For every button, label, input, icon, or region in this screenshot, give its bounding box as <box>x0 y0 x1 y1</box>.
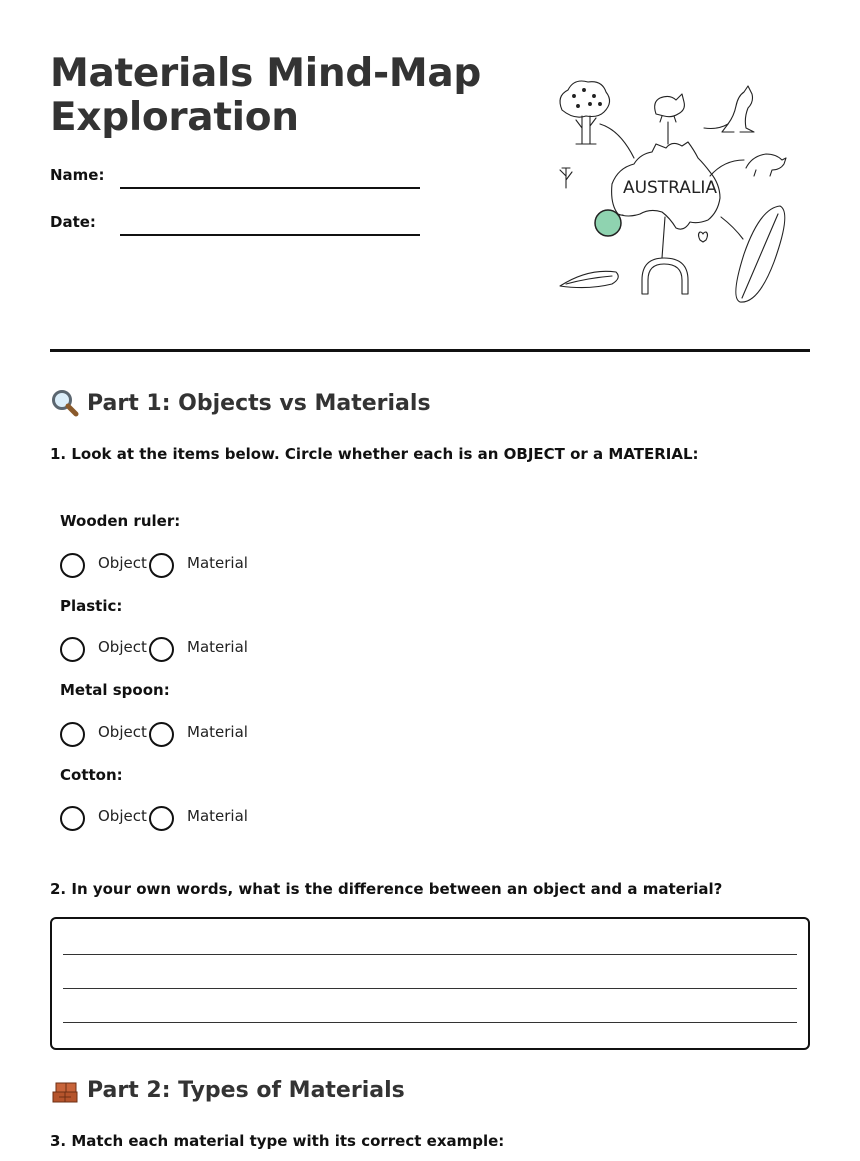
date-label: Date: <box>50 213 96 231</box>
kangaroo-icon <box>655 94 685 122</box>
item-label-plastic: Plastic: <box>60 597 123 615</box>
kangaroo-icon <box>704 86 754 132</box>
connector-line <box>710 160 744 176</box>
item-label-wooden-ruler: Wooden ruler: <box>60 512 181 530</box>
wombat-icon <box>746 154 786 176</box>
name-field[interactable] <box>120 187 420 189</box>
tree-icon <box>560 81 610 144</box>
horseshoe-icon <box>642 258 688 294</box>
accent-dot <box>595 210 621 236</box>
material-radio[interactable] <box>149 553 174 578</box>
answer-line <box>63 954 797 955</box>
heart-icon <box>699 232 708 242</box>
object-radio[interactable] <box>60 806 85 831</box>
part2-heading <box>50 1075 405 1105</box>
item-label-cotton: Cotton: <box>60 766 123 784</box>
title-line-1: Materials Mind-Map <box>50 51 481 96</box>
connector-line <box>662 217 665 258</box>
question-1: 1. Look at the items below. Circle whether each is an OBJECT or a MATERIAL: <box>50 445 699 463</box>
date-field[interactable] <box>120 234 420 236</box>
part1-heading <box>50 388 431 418</box>
item-label-metal-spoon: Metal spoon: <box>60 681 170 699</box>
material-radio[interactable] <box>149 637 174 662</box>
connector-line <box>721 217 743 239</box>
name-label: Name: <box>50 166 105 184</box>
section-divider <box>50 349 810 352</box>
plant-icon <box>560 168 572 188</box>
page-title <box>50 52 490 140</box>
object-option-label: Object <box>98 554 147 572</box>
material-option-label: Material <box>187 807 248 825</box>
material-option-label: Material <box>187 638 248 656</box>
question-2: 2. In your own words, what is the difference between an object and a material? <box>50 880 723 898</box>
bricks-icon <box>50 1075 80 1105</box>
title-line-2: Exploration <box>50 95 299 140</box>
material-option-label: Material <box>187 554 248 572</box>
object-radio[interactable] <box>60 553 85 578</box>
australia-mindmap-illustration <box>548 72 798 312</box>
part1-heading-text: Part 1: Objects vs Materials <box>87 390 431 416</box>
material-option-label: Material <box>187 723 248 741</box>
object-radio[interactable] <box>60 637 85 662</box>
object-option-label: Object <box>98 638 147 656</box>
object-option-label: Object <box>98 807 147 825</box>
answer-box[interactable] <box>50 917 810 1050</box>
object-radio[interactable] <box>60 722 85 747</box>
answer-line <box>63 988 797 989</box>
object-option-label: Object <box>98 723 147 741</box>
answer-line <box>63 1022 797 1023</box>
material-radio[interactable] <box>149 722 174 747</box>
boomerang-icon <box>560 271 618 287</box>
magnifier-icon <box>50 388 80 418</box>
material-radio[interactable] <box>149 806 174 831</box>
part2-heading-text: Part 2: Types of Materials <box>87 1077 405 1103</box>
map-label: AUSTRALIA <box>622 178 718 198</box>
question-3: 3. Match each material type with its correct example: <box>50 1132 505 1150</box>
connector-line <box>600 124 634 158</box>
